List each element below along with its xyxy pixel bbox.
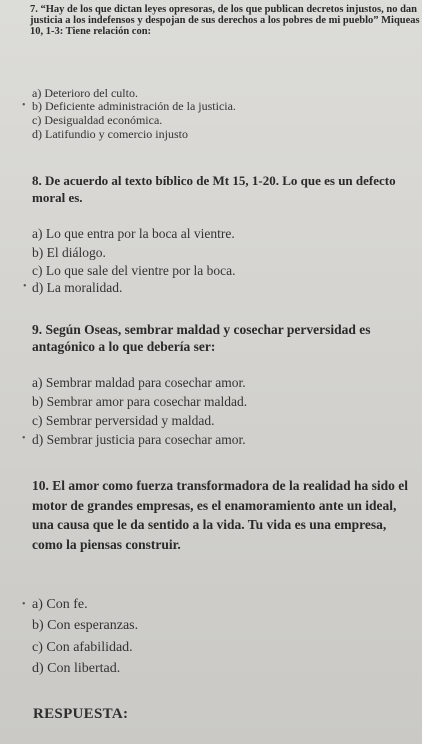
pencil-dot-mark: • — [23, 281, 27, 292]
question-9-option-a[interactable]: a) Sembrar maldad para cosechar amor. — [32, 375, 246, 390]
question-10-option-d[interactable]: d) Con libertad. — [32, 661, 121, 676]
question-9-stem: 9. Según Oseas, sembrar maldad y cosechar perversidad es antagónico a lo que debería ser: — [32, 322, 371, 354]
question-9 — [32, 321, 422, 355]
question-9-option-c[interactable]: c) Sembrar perversidad y maldad. — [32, 413, 215, 428]
question-7-stem: 7. “Hay de los que dictan leyes opresoras, de los que publican decretos injustos, no dan justicia a los indefensos y despojan de sus derechos a los pobres de mi pueblo” Miqueas 10, 1-3: Tiene relación con: — [30, 4, 420, 37]
question-10 — [32, 476, 412, 554]
question-10-option-b[interactable]: b) Con esperanzas. — [32, 618, 139, 633]
pencil-dot-mark: • — [22, 599, 26, 610]
question-10-option-a[interactable]: a) Con fe. — [32, 597, 88, 612]
question-7-option-b[interactable]: b) Deficiente administración de la justicia. — [32, 99, 236, 113]
question-7-option-a[interactable]: a) Deterioro del culto. — [32, 86, 138, 100]
question-7 — [30, 4, 422, 37]
question-9-option-b[interactable]: b) Sembrar amor para cosechar maldad. — [32, 394, 248, 409]
question-8-option-b[interactable]: b) El diálogo. — [32, 245, 106, 260]
pencil-dot-mark: • — [22, 433, 26, 444]
question-8-option-c[interactable]: c) Lo que sale del vientre por la boca. — [32, 263, 236, 278]
question-8-option-a[interactable]: a) Lo que entra por la boca al vientre. — [32, 226, 235, 241]
question-10-option-c[interactable]: c) Con afabilidad. — [32, 640, 133, 655]
answer-label: RESPUESTA: — [33, 706, 129, 722]
question-7-option-c[interactable]: c) Desigualdad económica. — [32, 113, 163, 127]
question-8 — [32, 172, 422, 206]
question-9-option-d[interactable]: d) Sembrar justicia para cosechar amor. — [32, 432, 246, 447]
question-10-stem: 10. El amor como fuerza transformadora de la realidad ha sido el motor de grandes empresas, es el enamoramiento ante un ideal, una causa que le da sentido a la vida. Tu vida es una empresa, como la piensas construir. — [32, 478, 408, 552]
question-8-stem: 8. De acuerdo al texto bíblico de Mt 15, 1-20. Lo que es un defecto moral es. — [32, 173, 396, 205]
question-8-option-d[interactable]: d) La moralidad. — [32, 280, 123, 295]
pencil-dot-mark: • — [22, 100, 26, 111]
question-7-option-d[interactable]: d) Latifundio y comercio injusto — [32, 127, 188, 141]
